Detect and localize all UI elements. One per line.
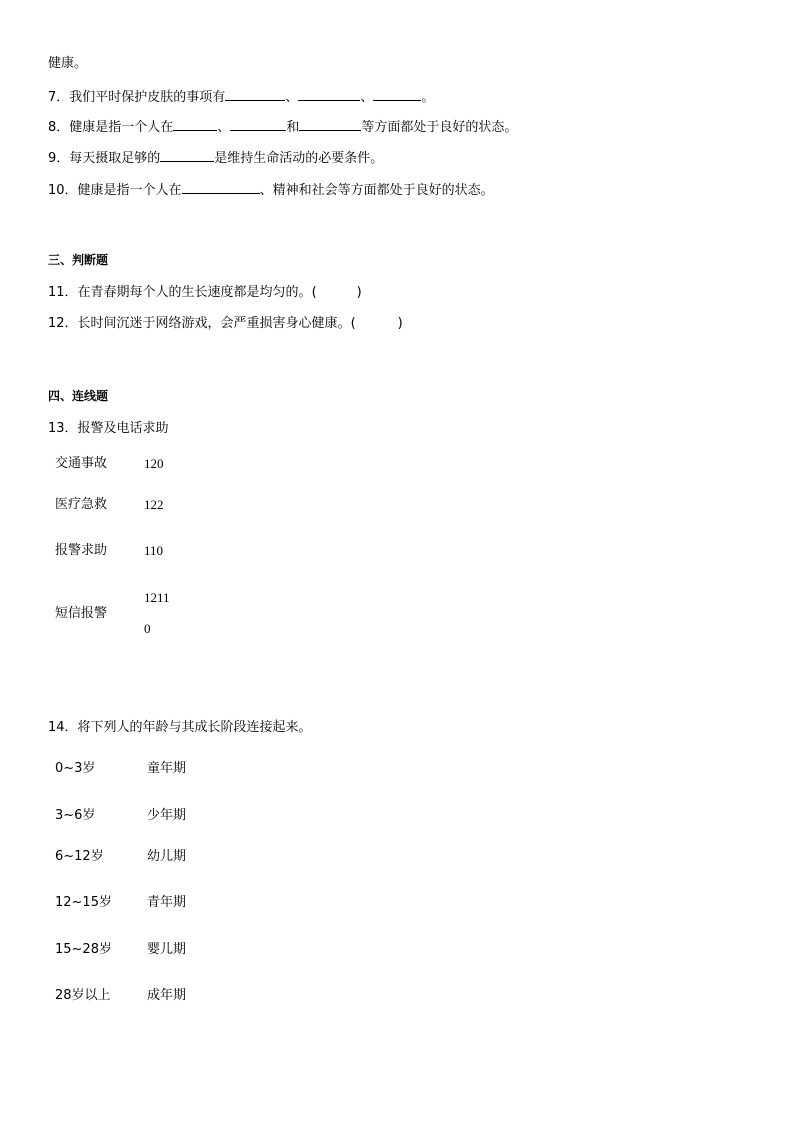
- question-text: 将下列人的年龄与其成长阶段连接起来。: [77, 720, 312, 735]
- match-right-item[interactable]: 122: [144, 497, 164, 512]
- match-right-item[interactable]: 0: [144, 621, 151, 636]
- question-number: 10．: [48, 183, 78, 198]
- answer-blank-1[interactable]: [160, 148, 214, 162]
- match-left-item[interactable]: 6~12岁: [55, 849, 104, 864]
- question-number: 7．: [48, 90, 70, 105]
- match-right-item[interactable]: 120: [144, 456, 164, 471]
- question-number: 11．: [48, 285, 78, 300]
- answer-blank-1[interactable]: [225, 87, 285, 101]
- match-left-item[interactable]: 短信报警: [55, 606, 108, 621]
- question-number: 9．: [48, 151, 70, 166]
- question-10: [48, 180, 494, 200]
- question-9: [48, 148, 383, 168]
- question-7: [48, 87, 434, 107]
- question-text: 在青春期每个人的生长速度都是均匀的。: [77, 285, 312, 300]
- sentence-end: 。: [421, 90, 435, 105]
- match-right-item[interactable]: 婴儿期: [147, 942, 187, 957]
- question-number: 12．: [48, 316, 78, 331]
- separator: 、: [360, 90, 374, 105]
- answer-blank-3[interactable]: [373, 87, 421, 101]
- separator: 、: [285, 90, 299, 105]
- match-left-item[interactable]: 医疗急救: [55, 497, 108, 512]
- sentence-end: 、精神和社会等方面都处于良好的状态。: [259, 183, 494, 198]
- sentence-end: 是维持生命活动的必要条件。: [214, 151, 384, 166]
- sentence-end: 等方面都处于良好的状态。: [361, 120, 518, 135]
- question-text: 长时间沉迷于网络游戏，会严重损害身心健康。: [77, 316, 351, 331]
- separator: 和: [286, 120, 300, 135]
- match-left-item[interactable]: 15~28岁: [55, 942, 112, 957]
- answer-blank-2[interactable]: [298, 87, 360, 101]
- match-right-item[interactable]: 少年期: [147, 808, 187, 823]
- match-right-item[interactable]: 1211: [144, 590, 170, 605]
- answer-blank-1[interactable]: [182, 180, 260, 194]
- answer-paren[interactable]: ( ): [311, 285, 362, 300]
- question-text: 每天摄取足够的: [69, 151, 161, 166]
- question-11: [48, 284, 362, 302]
- match-right-item[interactable]: 幼儿期: [147, 849, 187, 864]
- section-title-matching: 四、连线题: [48, 389, 109, 403]
- question-text: 健康是指一个人在: [77, 183, 182, 198]
- match-right-item[interactable]: 成年期: [147, 988, 187, 1003]
- question-number: 14．: [48, 720, 78, 735]
- match-left-item[interactable]: 3~6岁: [55, 808, 96, 823]
- question-8: [48, 117, 517, 137]
- question-13: [48, 420, 169, 438]
- answer-blank-1[interactable]: [173, 117, 217, 131]
- separator: 、: [217, 120, 231, 135]
- match-left-item[interactable]: 交通事故: [55, 456, 108, 471]
- top-fragment: 健康。: [48, 56, 88, 71]
- question-number: 8．: [48, 120, 70, 135]
- section-title-judgement: 三、判断题: [48, 253, 109, 267]
- question-text: 健康是指一个人在: [69, 120, 174, 135]
- question-12: [48, 315, 403, 333]
- match-right-item[interactable]: 童年期: [147, 761, 187, 776]
- match-left-item[interactable]: 12~15岁: [55, 895, 112, 910]
- answer-paren[interactable]: ( ): [350, 316, 403, 331]
- match-right-item[interactable]: 青年期: [147, 895, 187, 910]
- question-text: 我们平时保护皮肤的事项有: [69, 90, 226, 105]
- match-left-item[interactable]: 报警求助: [55, 543, 108, 558]
- match-left-item[interactable]: 28岁以上: [55, 988, 111, 1003]
- match-left-item[interactable]: 0~3岁: [55, 761, 96, 776]
- match-right-item[interactable]: 110: [144, 543, 164, 558]
- question-14: [48, 719, 312, 737]
- answer-blank-2[interactable]: [230, 117, 286, 131]
- question-text: 报警及电话求助: [77, 421, 169, 436]
- answer-blank-3[interactable]: [299, 117, 361, 131]
- question-number: 13．: [48, 421, 78, 436]
